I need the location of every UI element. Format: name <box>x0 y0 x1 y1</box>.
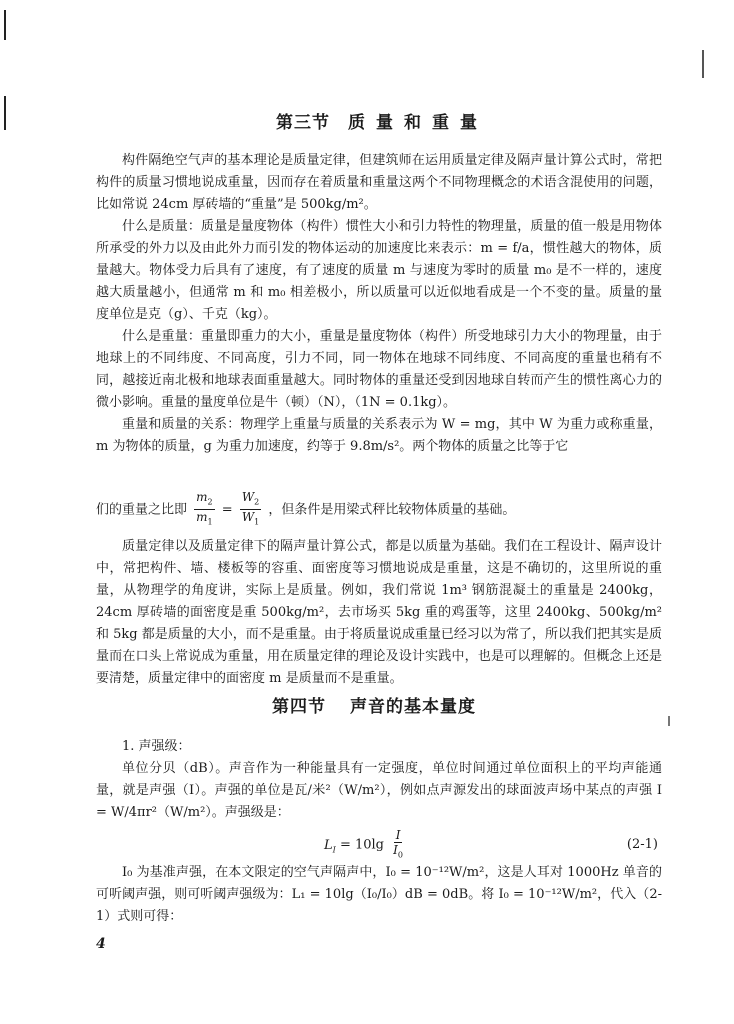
section-4-title: 声音的基本量度 <box>350 697 476 717</box>
mass-ratio-fraction: $\frac{m_2}{m_1}$ <box>196 490 213 527</box>
scan-artifact <box>702 50 704 78</box>
ratio-line: 们的重量之比即 $\frac{m_2}{m_1}$ = $\frac{W_2}{W_1}$ ，但条件是用梁式秤比较物体质量的基础。 <box>96 490 662 530</box>
formula-expression: $L_I = 10\lg$ $\frac{I}{I_0}$ <box>324 828 408 862</box>
paragraph: 重量和质量的关系：物理学上重量与质量的关系表示为 W = mg，其中 W 为重力或称重量，m 为物体的质量，g 为重力加速度，约等于 9.8m/s²。两个物体的质量之比等于它 <box>96 417 662 454</box>
scan-edge-mark <box>4 10 6 40</box>
scan-artifact <box>668 716 670 726</box>
section-4-heading <box>272 692 476 717</box>
paragraph: 什么是重量：重量即重力的大小，重量是量度物体（构件）所受地球引力大小的物理量，由于地球上的不同纬度、不同高度，引力不同，同一物体在地球不同纬度、不同高度的重量也稍有不同，越接近南北极和地球表面重量越大。同时物体的重量还受到因地球自转而产生的惯性离心力的微小影响。重量的量度单位是牛（顿）（N），（1N = 0.1kg）。 <box>96 329 662 410</box>
formula-2-1 <box>96 826 662 860</box>
paragraph: 单位分贝（dB）。声音作为一种能量具有一定强度，单位时间通过单位面积上的平均声能通量，就是声强（I）。声强的单位是瓦/米²（W/m²），例如点声源发出的球面波声场中某点的声强 I = W/4πr²（W/m²）。声强级是： <box>96 761 662 820</box>
section-4-body <box>96 736 662 928</box>
item-heading: 1. 声强级： <box>122 739 191 754</box>
equation-number: (2-1) <box>626 837 658 852</box>
scan-edge-mark <box>4 96 6 130</box>
section-3-body-continued <box>96 490 662 690</box>
section-3-body <box>96 150 662 458</box>
weight-ratio-fraction: $\frac{W_2}{W_1}$ <box>241 490 260 527</box>
paragraph: 什么是质量：质量是量度物体（构件）惯性大小和引力特性的物理量，质量的值一般是用物体所承受的外力以及由此外力而引发的物体运动的加速度比来表示：m = f/a，惯性越大的物体，质量越大。物体受力后具有了速度，有了速度的质量 m 与速度为零时的质量 m₀ 是不一样的，速度越大质量越小，但通常 m 和 m₀ 相差极小，所以质量可以近似地看成是一个不变的量。质量的量度单位是克（g）、千克（kg）。 <box>96 219 662 322</box>
section-3-label: 第三节 <box>276 113 330 133</box>
section-3-title: 质 量 和 重 量 <box>348 113 478 133</box>
section-3-heading <box>276 108 478 133</box>
section-4-label: 第四节 <box>272 697 326 717</box>
paragraph: I₀ 为基准声强，在本文限定的空气声隔声中，I₀ = 10⁻¹²W/m²，这是人耳对 1000Hz 单音的可听阈声强，则可听阈声强级为：L₁ = 10lg（I₀/I₀）dB = 0dB。将 I₀ = 10⁻¹²W/m²，代入（2-1）式则可得： <box>96 865 662 924</box>
page-number: 4 <box>96 936 106 952</box>
paragraph: 构件隔绝空气声的基本理论是质量定律，但建筑师在运用质量定律及隔声量计算公式时，常把构件的质量习惯地说成重量，因而存在着质量和重量这两个不同物理概念的术语含混使用的问题，比如常说 24cm 厚砖墙的“重量”是 500kg/m²。 <box>96 153 662 212</box>
formula-fraction: $\frac{I}{I_0}$ <box>393 828 403 860</box>
paragraph: 质量定律以及质量定律下的隔声量计算公式，都是以质量为基础。我们在工程设计、隔声设计中，常把构件、墙、楼板等的容重、面密度等习惯地说成是重量，这是不确切的，这里所说的重量，从物理学的角度讲，实际上是质量。例如，我们常说 1m³ 钢筋混凝土的重量是 2400kg，24cm 厚砖墙的面密度是重 500kg/m²，去市场买 5kg 重的鸡蛋等，这里 2400kg、500kg/m² 和 5kg 都是质量的大小，而不是重量。由于将质量说成重量已经习以为常了，所以我们把其实是质量而在口头上常说成为重量，用在质量定律的理论及设计实践中，也是可以理解的。但概念上还是要清楚，质量定律中的面密度 m 是质量而不是重量。 <box>96 538 662 686</box>
